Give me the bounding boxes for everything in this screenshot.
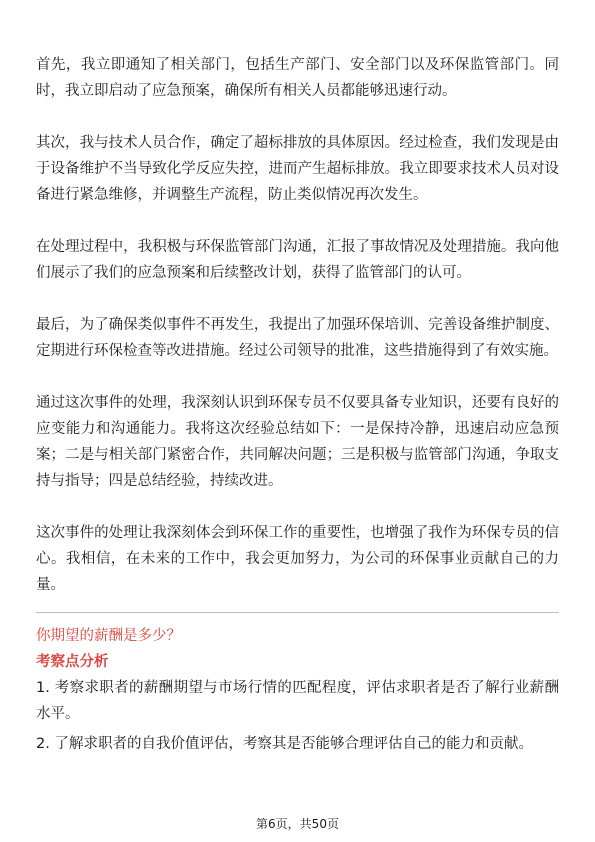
paragraph-improvements: 最后，为了确保类似事件不再发生，我提出了加强环保培训、完善设备维护制度、定期进行环保检查等改进措施。经过公司领导的批准，这些措施得到了有效实施。 bbox=[36, 317, 559, 359]
question-title: 你期望的薪酬是多少？ bbox=[36, 628, 181, 644]
analysis-point: 2. 了解求职者的自我价值评估，考察其是否能够合理评估自己的能力和贡献。 bbox=[36, 736, 533, 752]
paragraph-communication: 在处理过程中，我积极与环保监管部门沟通，汇报了事故情况及处理措施。我向他们展示了我们的应急预案和后续整改计划，获得了监管部门的认可。 bbox=[36, 239, 559, 281]
paragraph-lessons: 通过这次事件的处理，我深刻认识到环保专员不仅要具备专业知识，还要有良好的应变能力和沟通能力。我将这次经验总结如下：一是保持冷静，迅速启动应急预案；二是与相关部门紧密合作，共同解决问题；三是积极与监管部门沟通，争取支持与指导；四是总结经验，持续改进。 bbox=[36, 395, 559, 489]
paragraph-conclusion: 这次事件的处理让我深刻体会到环保工作的重要性，也增强了我作为环保专员的信心。我相信，在未来的工作中，我会更加努力，为公司的环保事业贡献自己的力量。 bbox=[36, 525, 559, 593]
paragraph-root-cause: 其次，我与技术人员合作，确定了超标排放的具体原因。经过检查，我们发现是由于设备维护不当导致化学反应失控，进而产生超标排放。我立即要求技术人员对设备进行紧急维修，并调整生产流程，防止类似情况再次发生。 bbox=[36, 135, 559, 203]
paragraph-notify-departments: 首先，我立即通知了相关部门，包括生产部门、安全部门以及环保监管部门。同时，我立即启动了应急预案，确保所有相关人员都能够迅速行动。 bbox=[36, 57, 559, 99]
section-divider bbox=[36, 612, 559, 613]
page-content bbox=[36, 52, 559, 761]
analysis-heading: 考察点分析 bbox=[36, 654, 109, 670]
page-number: 第6页，共50页 bbox=[256, 817, 339, 831]
analysis-point: 1. 考察求职者的薪酬期望与市场行情的匹配程度，评估求职者是否了解行业薪酬水平。 bbox=[36, 680, 559, 722]
